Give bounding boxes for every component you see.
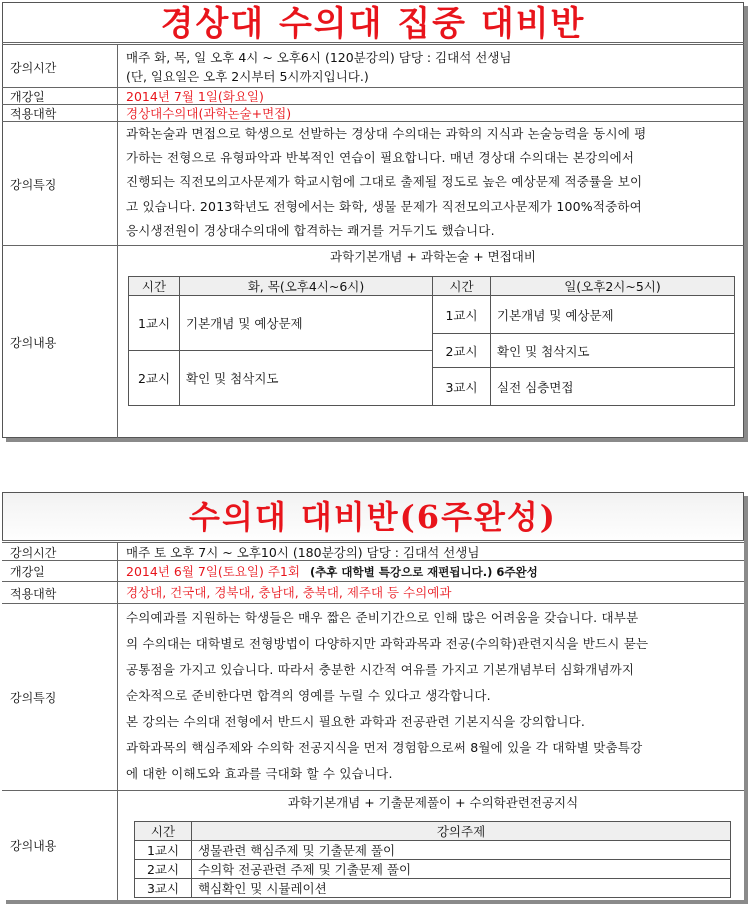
- table-cell-topic: 기본개념 및 예상문제: [180, 296, 433, 351]
- course-1-univ-row: [2, 104, 744, 122]
- feature-line: 과학과목의 핵심주제와 수의학 전공지식을 먼저 경험함으로써 8월에 있을 각 대학별 맞춤특강: [126, 740, 643, 755]
- table-cell-topic: 생물관련 핵심주제 및 기출문제 풀이: [192, 841, 731, 860]
- table-cell-topic: 핵심확인 및 시뮬레이션: [192, 879, 731, 898]
- univ-label: 적용대학: [2, 105, 118, 122]
- table-cell-topic: 실전 심층면접: [491, 368, 735, 406]
- univ-value: 경상대, 건국대, 경북대, 충남대, 충북대, 제주대 등 수의예과: [126, 585, 452, 600]
- feature-text: [120, 122, 740, 246]
- feature-line: 공통점을 가지고 있습니다. 따라서 충분한 시간적 여유를 가지고 기본개념부터 심화개념까지: [126, 662, 635, 677]
- content-heading: 과학기본개념 + 과학논술 + 면접대비: [330, 249, 536, 264]
- course-1-schedule-row: [2, 42, 744, 89]
- schedule-line: 매주 화, 목, 일 오후 4시 ~ 오후6시 (120분강의) 담당 : 김대석 선생님: [126, 50, 512, 65]
- course-2-panel: [2, 492, 744, 900]
- course-2-title: 수의대 대비반(6주완성): [189, 498, 557, 536]
- course-1-feature-row: [2, 121, 744, 246]
- course-2-schedule-row: [2, 540, 744, 562]
- table-cell-period: 2교시: [135, 860, 192, 879]
- course-1-schedule-table: [128, 276, 735, 406]
- feature-line: 순차적으로 준비한다면 합격의 영예를 누릴 수 있다고 생각합니다.: [126, 688, 491, 703]
- content-label: 강의내용: [2, 791, 118, 900]
- table-cell-period: 1교시: [135, 841, 192, 860]
- th-time: 시간: [135, 822, 192, 841]
- th-time: 시간: [433, 277, 491, 296]
- table-cell-period: 2교시: [129, 351, 180, 406]
- course-1-start-row: [2, 87, 744, 105]
- table-cell-topic: 수의학 전공관련 주제 및 기출문제 풀이: [192, 860, 731, 879]
- univ-label: 적용대학: [2, 582, 118, 604]
- table-cell-period: 3교시: [433, 368, 491, 406]
- course-2-feature-row: [2, 603, 744, 790]
- start-label: 개강일: [2, 561, 118, 582]
- feature-line: 가하는 전형으로 유형파악과 반복적인 연습이 필요합니다. 매년 경상대 수의대는 본강의에서: [126, 150, 635, 166]
- table-cell-topic: 기본개념 및 예상문제: [491, 296, 735, 334]
- start-date: 2014년 7월 1일(화요일): [126, 89, 264, 104]
- content-label: 강의내용: [2, 246, 118, 438]
- th-topic: 강의주제: [192, 822, 731, 841]
- feature-line: 본 강의는 수의대 전형에서 반드시 필요한 과학과 전공관련 기본지식을 강의합니다.: [126, 714, 586, 729]
- table-cell-period: 1교시: [129, 296, 180, 351]
- univ-value: 경상대수의대(과학논술+면접): [126, 106, 292, 121]
- feature-label: 강의특징: [2, 122, 118, 246]
- table-cell-topic: 확인 및 첨삭지도: [180, 351, 433, 406]
- start-note: (추후 대학별 특강으로 재편됩니다.) 6주완성: [309, 565, 538, 579]
- th-time: 시간: [129, 277, 180, 296]
- feature-line: 수의예과를 지원하는 학생들은 매우 짧은 준비기간으로 인해 많은 어려움을 갖습니다. 대부분: [126, 610, 639, 625]
- table-cell-period: 3교시: [135, 879, 192, 898]
- course-1-content-row: [2, 245, 744, 438]
- schedule-note: (단, 일요일은 오후 2시부터 5시까지입니다.): [126, 69, 369, 84]
- content-heading: 과학기본개념 + 기출문제풀이 + 수의학관련전공지식: [287, 795, 579, 810]
- course-2-schedule-table: [134, 821, 731, 898]
- start-label: 개강일: [2, 88, 118, 105]
- feature-line: 응시생전원이 경상대수의대에 합격하는 쾌거를 거두기도 했습니다.: [126, 222, 495, 238]
- th-weekday: 화, 목(오후4시~6시): [180, 277, 433, 296]
- feature-line: 진행되는 직전모의고사문제가 학교시험에 그대로 출제될 정도로 높은 예상문제 적중률을 보이: [126, 174, 643, 190]
- course-2-univ-row: [2, 581, 744, 604]
- feature-line: 과학논술과 면접으로 학생으로 선발하는 경상대 수의대는 과학의 지식과 논술능력을 동시에 평: [126, 126, 647, 141]
- table-cell-period: 2교시: [433, 334, 491, 368]
- schedule-label: 강의시간: [2, 45, 118, 89]
- course-2-start-row: [2, 560, 744, 582]
- schedule-line: 매주 토 오후 7시 ~ 오후10시 (180분강의) 담당 : 김대석 선생님: [126, 545, 480, 560]
- course-1-panel: [2, 2, 744, 438]
- course-2-content-row: [2, 790, 744, 900]
- th-sunday: 일(오후2시~5시): [491, 277, 735, 296]
- table-cell-topic: 확인 및 첨삭지도: [491, 334, 735, 368]
- feature-text: [120, 604, 740, 790]
- start-date: 2014년 6월 7일(토요일) 주1회: [126, 564, 300, 579]
- feature-line: 고 있습니다. 2013학년도 전형에서는 화학, 생물 문제가 직전모의고사문제가 100%적중하여: [126, 198, 642, 214]
- table-cell-period: 1교시: [433, 296, 491, 334]
- course-1-title: 경상대 수의대 집중 대비반: [160, 4, 586, 44]
- feature-label: 강의특징: [2, 604, 118, 790]
- schedule-label: 강의시간: [2, 543, 118, 562]
- feature-line: 의 수의대는 대학별로 전형방법이 다양하지만 과학과목과 전공(수의학)관련지식을 반드시 묻는: [126, 636, 649, 651]
- feature-line: 에 대한 이해도와 효과를 극대화 할 수 있습니다.: [126, 766, 393, 781]
